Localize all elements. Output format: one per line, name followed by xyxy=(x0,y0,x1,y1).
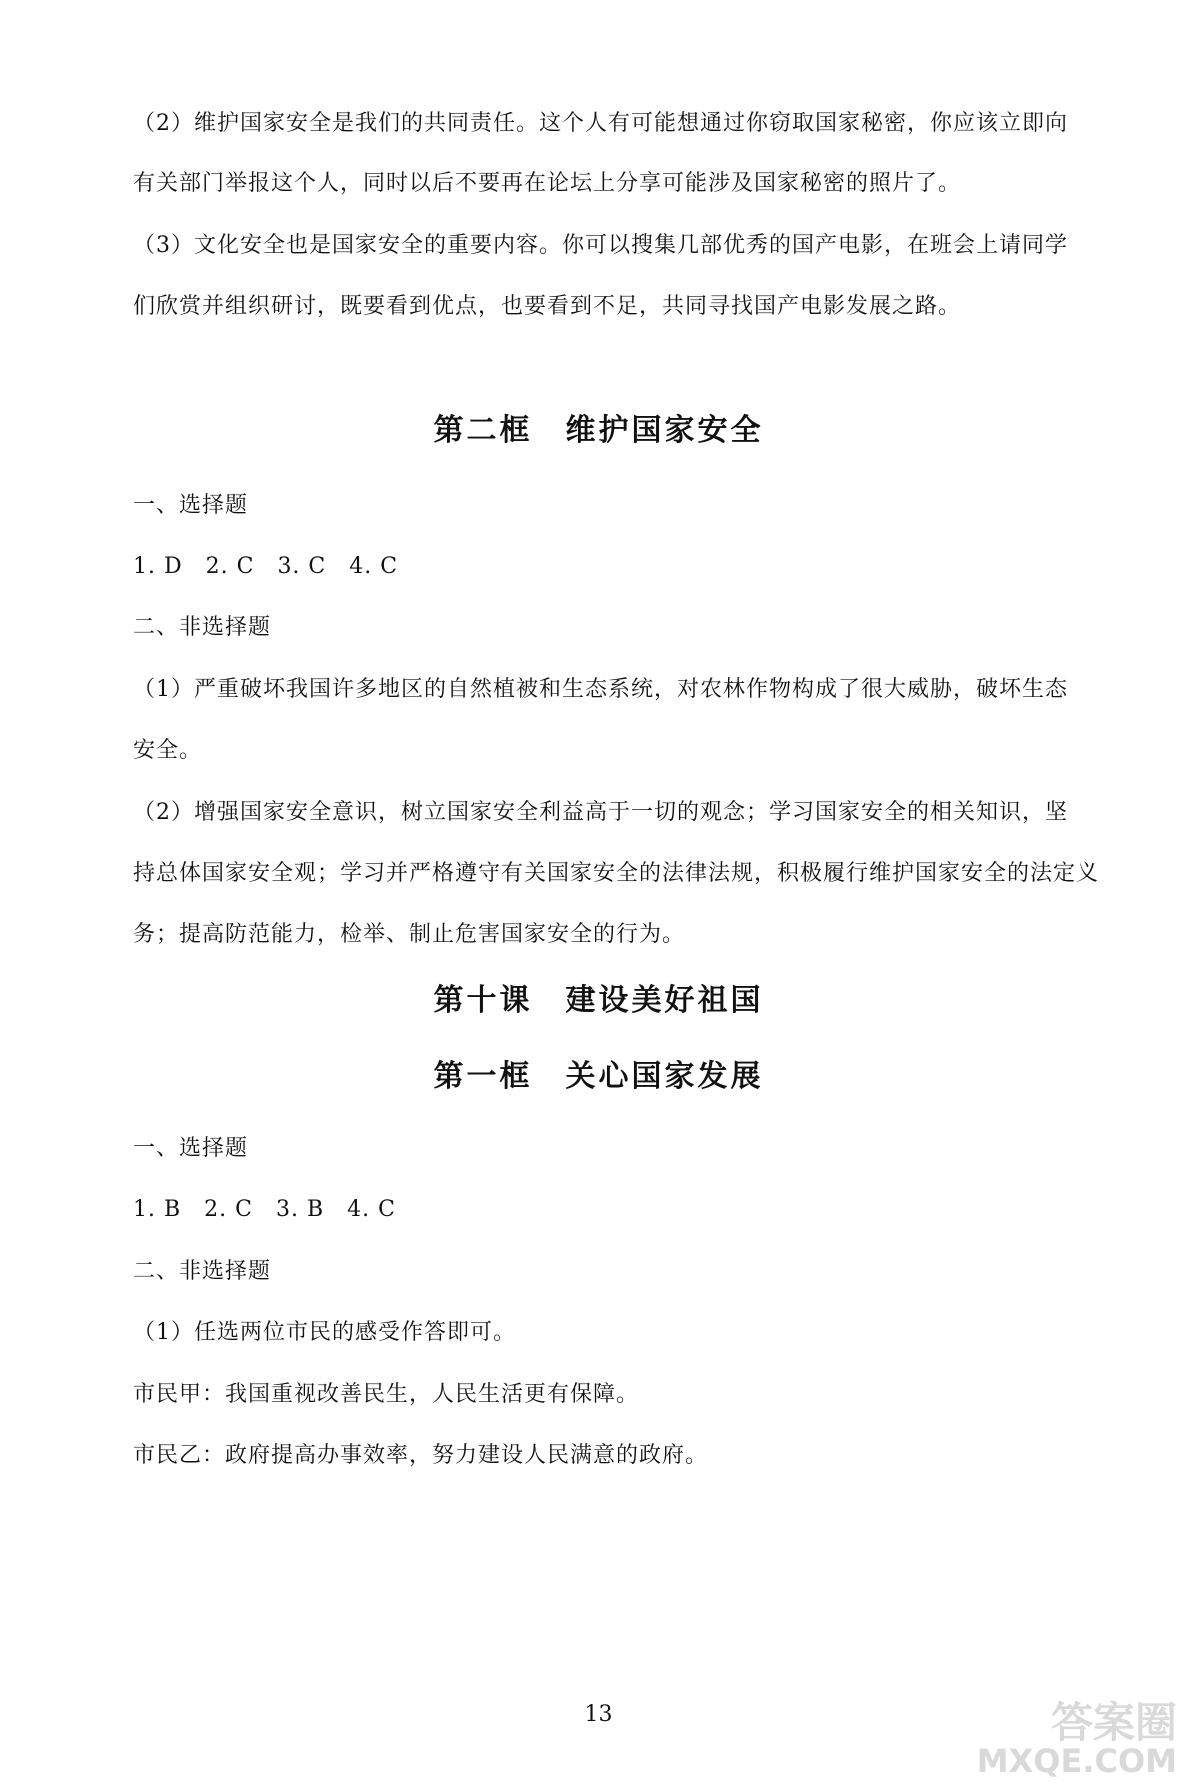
page-number: 13 xyxy=(584,1702,613,1727)
answer-line: 务；提高防范能力，检举、制止危害国家安全的行为。 xyxy=(133,922,686,947)
section-title: 第一框 关心国家发展 xyxy=(433,1059,764,1094)
answer-line: 安全。 xyxy=(133,738,203,763)
paragraph-line: （2）维护国家安全是我们的共同责任。这个人有可能想通过你窃取国家秘密，你应该立即向 xyxy=(133,111,1069,136)
nonchoice-heading: 二、非选择题 xyxy=(133,1259,272,1284)
paragraph-line: 有关部门举报这个人，同时以后不要再在论坛上分享可能涉及国家秘密的照片了。 xyxy=(133,171,962,196)
nonchoice-heading: 二、非选择题 xyxy=(133,615,272,640)
paragraph-line: 们欣赏并组织研讨，既要看到优点，也要看到不足，共同寻找国产电影发展之路。 xyxy=(133,294,962,319)
section-title: 第二框 维护国家安全 xyxy=(433,413,764,448)
answer-line: （2）增强国家安全意识，树立国家安全利益高于一切的观念；学习国家安全的相关知识，坚 xyxy=(133,800,1069,825)
lesson-title: 第十课 建设美好祖国 xyxy=(433,983,764,1018)
watermark-logo xyxy=(976,1690,1177,1782)
watermark-domain: MXQE.COM xyxy=(976,1742,1177,1780)
answer-line: 市民甲：我国重视改善民生，人民生活更有保障。 xyxy=(133,1382,640,1407)
choice-answers: 1. D 2. C 3. C 4. C xyxy=(133,554,399,579)
paragraph-line: （3）文化安全也是国家安全的重要内容。你可以搜集几部优秀的国产电影，在班会上请同学 xyxy=(133,233,1069,258)
answer-line: （1）严重破坏我国许多地区的自然植被和生态系统，对农林作物构成了很大威胁，破坏生态 xyxy=(133,677,1069,702)
answer-line: 持总体国家安全观；学习并严格遵守有关国家安全的法律法规，积极履行维护国家安全的法定义 xyxy=(133,861,1100,886)
choice-heading: 一、选择题 xyxy=(133,493,249,518)
answer-line: （1）任选两位市民的感受作答即可。 xyxy=(133,1320,516,1345)
watermark-text: 答案圈 xyxy=(1050,1698,1177,1747)
choice-answers: 1. B 2. C 3. B 4. C xyxy=(133,1197,396,1222)
choice-heading: 一、选择题 xyxy=(133,1136,249,1161)
answer-line: 市民乙：政府提高办事效率，努力建设人民满意的政府。 xyxy=(133,1443,709,1468)
